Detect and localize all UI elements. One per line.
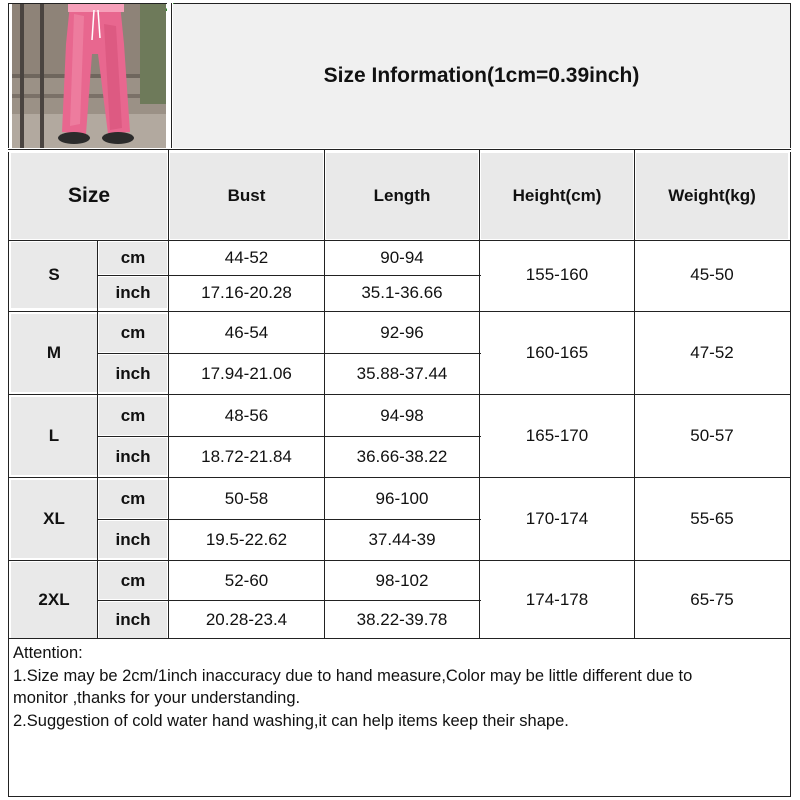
attention-line-3: 2.Suggestion of cold water hand washing,it can help items keep their shape.	[13, 711, 569, 730]
row-divider	[97, 275, 481, 276]
length-cm: 92-96	[380, 323, 424, 342]
length-cm: 90-94	[380, 248, 424, 267]
row-border	[8, 240, 791, 241]
bust-cm: 44-52	[224, 248, 269, 267]
weight-range: 65-75	[690, 590, 734, 609]
weight-range: 50-57	[690, 426, 734, 445]
weight-range: 45-50	[690, 265, 734, 284]
height-range: 160-165	[525, 343, 589, 362]
bust-inch: 17.16-20.28	[201, 282, 292, 302]
size-label: S	[11, 242, 97, 308]
attention-heading: Attention:	[13, 644, 83, 662]
height-range: 170-174	[525, 509, 589, 528]
column-border	[97, 240, 98, 638]
product-photo	[12, 4, 166, 148]
row-divider	[97, 353, 481, 354]
unit-label-cm: cm	[99, 562, 167, 599]
bust-cm: 50-58	[224, 489, 269, 508]
height-range: 165-170	[525, 426, 589, 445]
weight-range: 47-52	[690, 343, 734, 362]
size-label: M	[11, 314, 97, 392]
pink-pants-illustration	[12, 4, 166, 148]
header-height: Height(cm)	[481, 153, 633, 239]
row-border	[8, 311, 791, 312]
unit-label-cm: cm	[99, 314, 167, 352]
unit-label-inch: inch	[99, 277, 167, 308]
unit-label-inch: inch	[99, 521, 167, 558]
row-divider	[97, 600, 481, 601]
row-border	[8, 394, 791, 395]
bust-inch: 19.5-22.62	[205, 529, 288, 549]
height-range: 174-178	[525, 590, 589, 609]
unit-label-inch: inch	[99, 355, 167, 392]
row-divider	[97, 436, 481, 437]
unit-label-cm: cm	[99, 480, 167, 518]
bust-inch: 20.28-23.4	[205, 610, 288, 629]
bust-cm: 48-56	[224, 406, 269, 425]
attention-notes	[13, 642, 783, 732]
attention-line-2: monitor ,thanks for your understanding.	[13, 689, 301, 707]
bust-inch: 18.72-21.84	[201, 446, 292, 466]
header-length: Length	[326, 153, 478, 239]
length-cm: 98-102	[375, 570, 429, 590]
unit-label-inch: inch	[99, 438, 167, 475]
row-divider	[97, 519, 481, 520]
size-label: L	[11, 397, 97, 475]
column-border	[634, 150, 635, 638]
length-inch: 36.66-38.22	[356, 446, 448, 466]
length-inch: 37.44-39	[368, 529, 436, 549]
length-cm: 96-100	[375, 489, 429, 508]
bust-inch: 17.94-21.06	[201, 363, 292, 383]
length-inch: 35.88-37.44	[356, 363, 448, 383]
length-inch: 38.22-39.78	[356, 610, 448, 629]
size-label: XL	[11, 480, 97, 558]
header-bust: Bust	[170, 153, 323, 239]
column-border	[168, 150, 169, 638]
row-border	[8, 477, 791, 478]
attention-line-1: 1.Size may be 2cm/1inch inaccuracy due to hand measure,Color may be little different due to	[13, 666, 693, 685]
height-range: 155-160	[525, 265, 589, 284]
length-cm: 94-98	[380, 406, 424, 425]
unit-label-cm: cm	[99, 242, 167, 274]
bust-cm: 46-54	[224, 323, 269, 342]
unit-label-cm: cm	[99, 397, 167, 435]
size-label: 2XL	[11, 562, 97, 638]
row-border	[8, 560, 791, 561]
length-inch: 35.1-36.66	[361, 282, 443, 302]
column-border	[479, 150, 480, 638]
column-border	[324, 150, 325, 638]
header-weight: Weight(kg)	[636, 153, 788, 239]
header-size: Size	[11, 153, 167, 239]
bust-cm: 52-60	[224, 570, 269, 590]
unit-label-inch: inch	[99, 602, 167, 638]
size-chart-title: Size Information(1cm=0.39inch)	[173, 4, 790, 148]
weight-range: 55-65	[690, 509, 734, 528]
